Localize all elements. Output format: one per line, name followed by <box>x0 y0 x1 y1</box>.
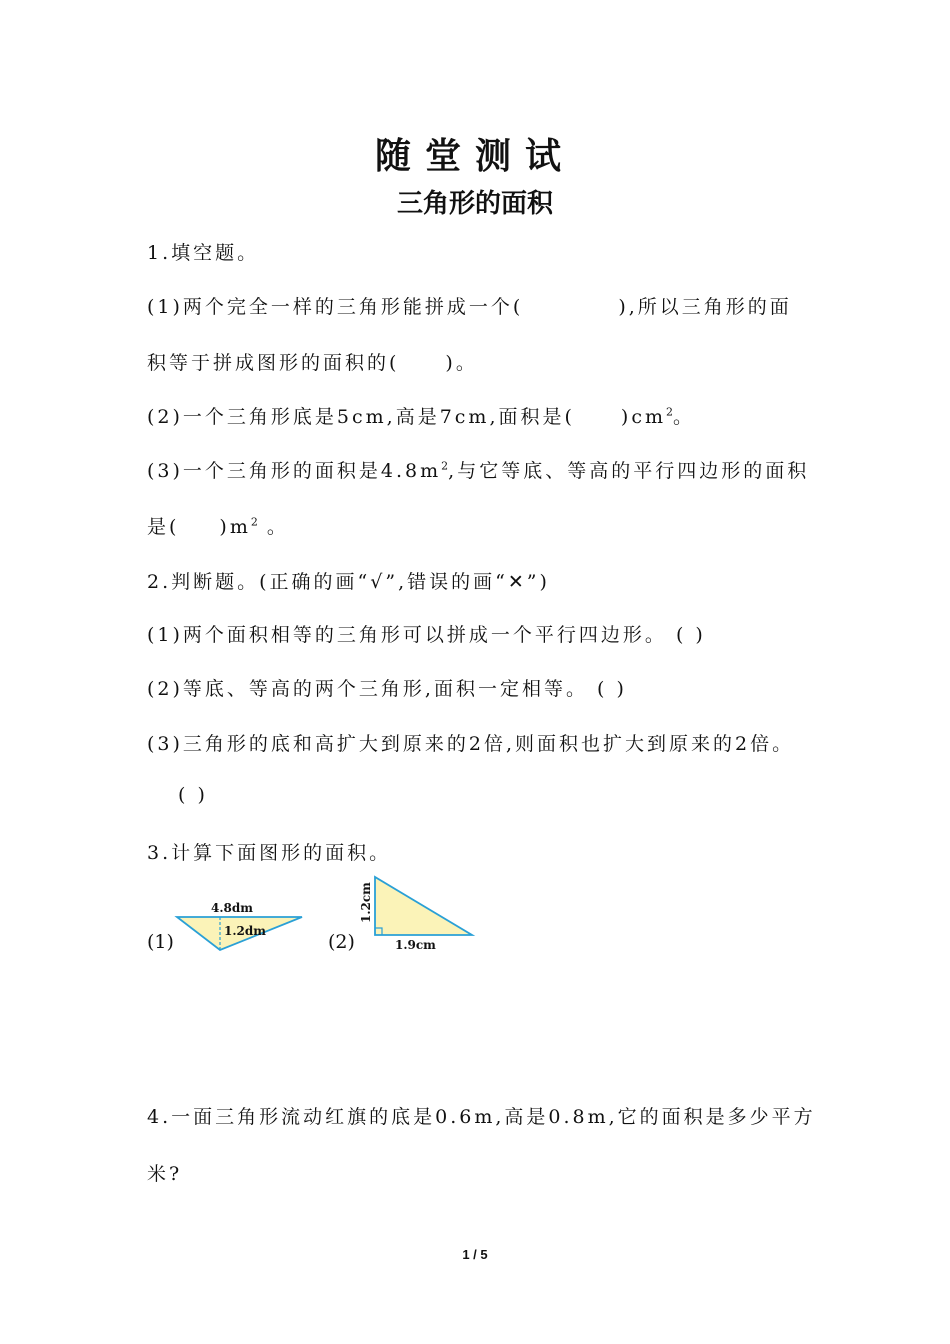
q1-item-3-text-b: ,与它等底、等高的平行四边形的面积 <box>448 460 810 482</box>
q4-line-2: 米? <box>147 1163 183 1185</box>
q1-item-3-sup: 2 <box>441 459 449 473</box>
q1-item-1-text-c: 积等于拼成图形的面积的( <box>147 352 400 374</box>
q2-item-3-paren[interactable]: ( ) <box>178 784 208 806</box>
q2-item-1: (1)两个面积相等的三角形可以拼成一个平行四边形。 ( ) <box>147 624 706 646</box>
figure-2-shape <box>375 877 472 935</box>
q1-item-2-sup: 2 <box>665 405 673 419</box>
q1-item-2 <box>147 402 695 429</box>
q1-item-1-text-d: )。 <box>445 352 478 374</box>
page-subtitle: 三角形的面积 <box>396 189 553 219</box>
q1-item-3-line-2 <box>147 512 289 539</box>
figure-2-base-label: 1.9cm <box>395 938 436 952</box>
q1-item-3-text-a: (3)一个三角形的面积是4.8m <box>147 460 442 482</box>
figure-1-height-label: 1.2dm <box>224 924 266 938</box>
q2-item-2: (2)等底、等高的两个三角形,面积一定相等。 ( ) <box>147 678 627 700</box>
q4-line-1: 4.一面三角形流动红旗的底是0.6m,高是0.8m,它的面积是多少平方 <box>147 1106 816 1128</box>
q3-heading: 3.计算下面图形的面积。 <box>147 842 392 864</box>
figure-2-label: (2) <box>328 931 355 953</box>
q1-heading: 1.填空题。 <box>147 242 260 264</box>
q1-item-1-text-a: (1)两个完全一样的三角形能拼成一个( <box>147 296 524 318</box>
page-title: 随堂测试 <box>374 136 575 177</box>
figure-2-height-label: 1.2cm <box>359 882 373 923</box>
q2-item-3: (3)三角形的底和高扩大到原来的2倍,则面积也扩大到原来的2倍。 <box>147 733 795 755</box>
page-number: 1 / 5 <box>462 1247 488 1262</box>
figure-1-label: (1) <box>147 931 174 953</box>
q1-item-3-text-e: 。 <box>257 516 289 538</box>
q1-item-3-sup2: 2 <box>250 515 258 529</box>
figure-2-triangle <box>355 873 480 953</box>
q1-item-3-line-1 <box>147 456 809 483</box>
q1-item-2-text-b: )cm <box>620 406 666 428</box>
figure-1-base-label: 4.8dm <box>211 901 253 915</box>
q1-item-2-text-a: (2)一个三角形底是5cm,高是7cm,面积是( <box>147 406 575 428</box>
q1-item-2-text-c: 。 <box>672 406 695 428</box>
q1-item-3-text-c: 是( <box>147 516 180 538</box>
q1-item-1-line-2 <box>147 348 478 375</box>
q1-item-1-line-1 <box>147 292 792 319</box>
q1-item-3-text-d: )m <box>219 516 251 538</box>
figure-1-triangle <box>170 893 310 955</box>
q2-heading: 2.判断题。(正确的画“√”,错误的画“✕”) <box>147 571 550 593</box>
q1-item-1-text-b: ),所以三角形的面 <box>618 296 792 318</box>
